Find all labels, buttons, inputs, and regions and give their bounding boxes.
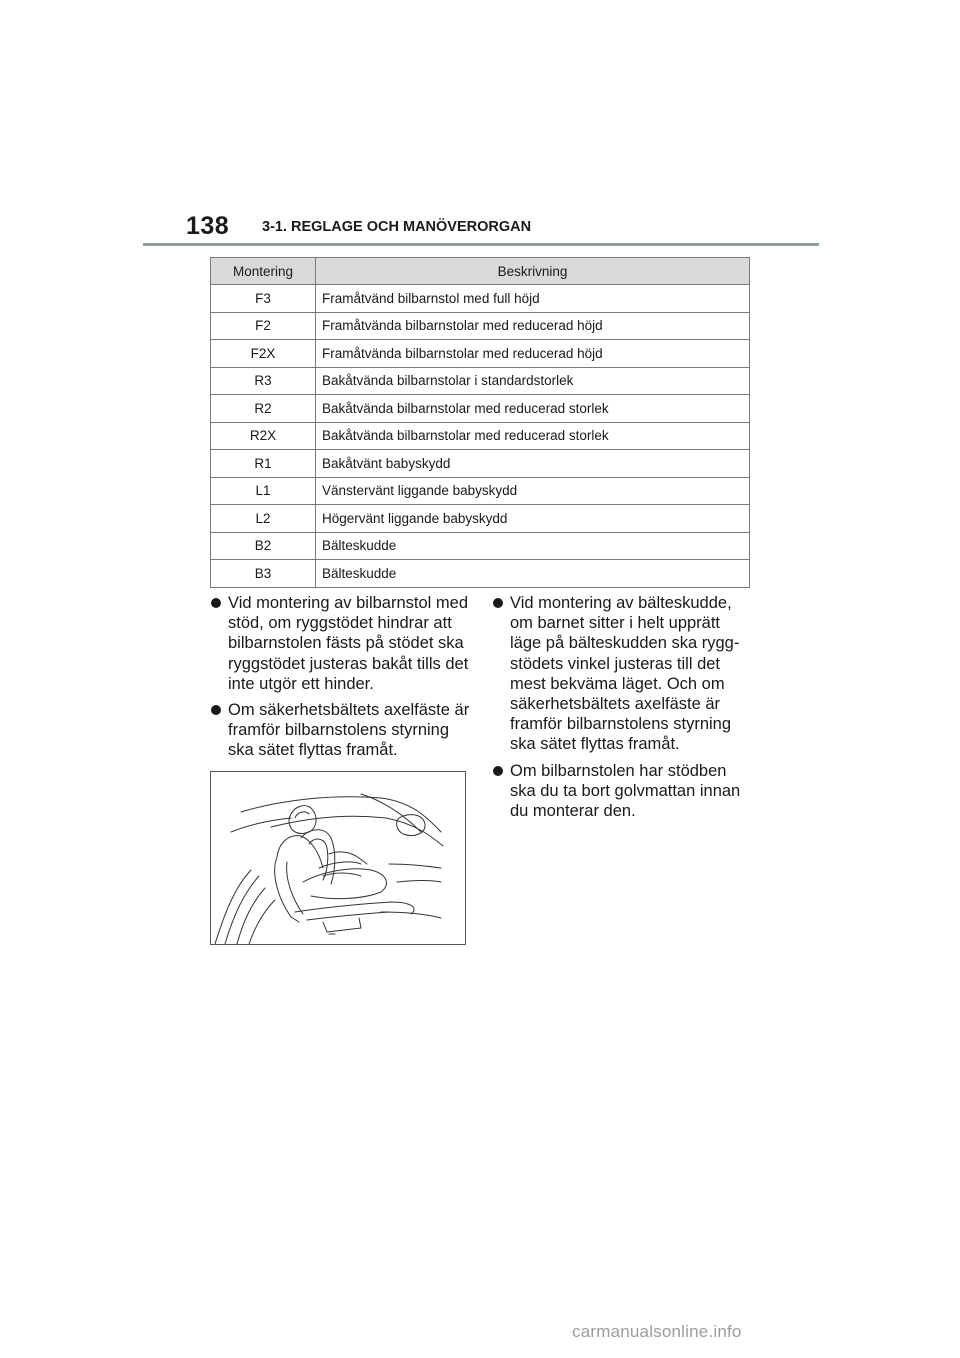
mounting-description: Bakåtvända bilbarnstolar i standardstorlek	[316, 367, 750, 395]
text-line: Om säkerhetsbältets axelfäste är	[228, 701, 470, 720]
table-row	[211, 312, 750, 340]
text-line: ska sätet flyttas framåt.	[510, 735, 680, 754]
text-line: framför bilbarnstolens styrning	[228, 721, 450, 740]
mounting-code: B2	[211, 532, 316, 560]
bullet-item	[210, 593, 475, 694]
mounting-description: Bakåtvända bilbarnstolar med reducerad storlek	[316, 422, 750, 450]
text-line: framför bilbarnstolens styrning	[510, 715, 732, 734]
table-row	[211, 395, 750, 423]
bullet-item	[492, 761, 752, 822]
table-row	[211, 532, 750, 560]
mounting-description: Bakåtvänt babyskydd	[316, 450, 750, 478]
text-line: du monterar den.	[510, 802, 636, 821]
text-line: läge på bälteskudden ska rygg-	[510, 634, 740, 653]
text-line: om barnet sitter i helt upprätt	[510, 614, 721, 633]
page-number: 138	[186, 212, 230, 240]
mounting-table	[210, 257, 750, 588]
text-line: Vid montering av bälteskudde,	[510, 594, 732, 612]
bullet-dot-icon	[493, 598, 503, 608]
bullet-dot-icon	[493, 766, 503, 776]
mounting-code: F3	[211, 285, 316, 313]
table-row	[211, 450, 750, 478]
text-line: inte utgör ett hinder.	[228, 674, 374, 693]
mounting-code: F2X	[211, 340, 316, 368]
text-line: bilbarnstolen fästs på stödet ska	[228, 634, 464, 653]
text-line: stödets vinkel justeras till det	[510, 654, 721, 673]
header-divider	[143, 243, 819, 246]
mounting-code: R2X	[211, 422, 316, 450]
child-seat-in-car-illustration-icon	[211, 772, 465, 944]
mounting-description: Framåtvända bilbarnstolar med reducerad höjd	[316, 312, 750, 340]
table-row	[211, 285, 750, 313]
table-row	[211, 505, 750, 533]
bullet-dot-icon	[211, 598, 221, 608]
left-column	[210, 593, 475, 767]
table-row	[211, 367, 750, 395]
mounting-code: B3	[211, 560, 316, 588]
text-line: ryggstödet justeras bakåt tills det	[228, 654, 469, 673]
mounting-code: R1	[211, 450, 316, 478]
text-line: Om bilbarnstolen har stödben	[510, 761, 727, 780]
section-title: 3-1. REGLAGE OCH MANÖVERORGAN	[262, 219, 532, 235]
right-column	[492, 593, 752, 827]
bullet-item	[492, 593, 752, 755]
mounting-code: L2	[211, 505, 316, 533]
bullet-item	[210, 700, 475, 761]
column-header-montering: Montering	[211, 258, 316, 285]
mounting-description: Högervänt liggande babyskydd	[316, 505, 750, 533]
table-row	[211, 477, 750, 505]
mounting-code: F2	[211, 312, 316, 340]
mounting-code: R2	[211, 395, 316, 423]
text-line: säkerhetsbältets axelfäste är	[510, 695, 721, 714]
mounting-description: Bälteskudde	[316, 532, 750, 560]
child-seat-figure	[210, 771, 466, 945]
bullet-dot-icon	[211, 705, 221, 715]
mounting-description: Framåtvänd bilbarnstol med full höjd	[316, 285, 750, 313]
text-line: ska du ta bort golvmattan innan	[510, 781, 741, 800]
watermark: carmanualsonline.info	[572, 1322, 742, 1341]
text-line: mest bekväma läget. Och om	[510, 674, 725, 693]
table-row	[211, 340, 750, 368]
column-header-beskrivning: Beskrivning	[316, 258, 750, 285]
table-row	[211, 422, 750, 450]
mounting-description: Framåtvända bilbarnstolar med reducerad höjd	[316, 340, 750, 368]
table-header-row	[211, 258, 750, 285]
table-row	[211, 560, 750, 588]
mounting-description: Bälteskudde	[316, 560, 750, 588]
mounting-description: Vänstervänt liggande babyskydd	[316, 477, 750, 505]
mounting-code: R3	[211, 367, 316, 395]
text-line: Vid montering av bilbarnstol med	[228, 594, 468, 612]
text-line: ska sätet flyttas framåt.	[228, 741, 398, 760]
text-line: stöd, om ryggstödet hindrar att	[228, 614, 452, 633]
mounting-description: Bakåtvända bilbarnstolar med reducerad storlek	[316, 395, 750, 423]
mounting-code: L1	[211, 477, 316, 505]
